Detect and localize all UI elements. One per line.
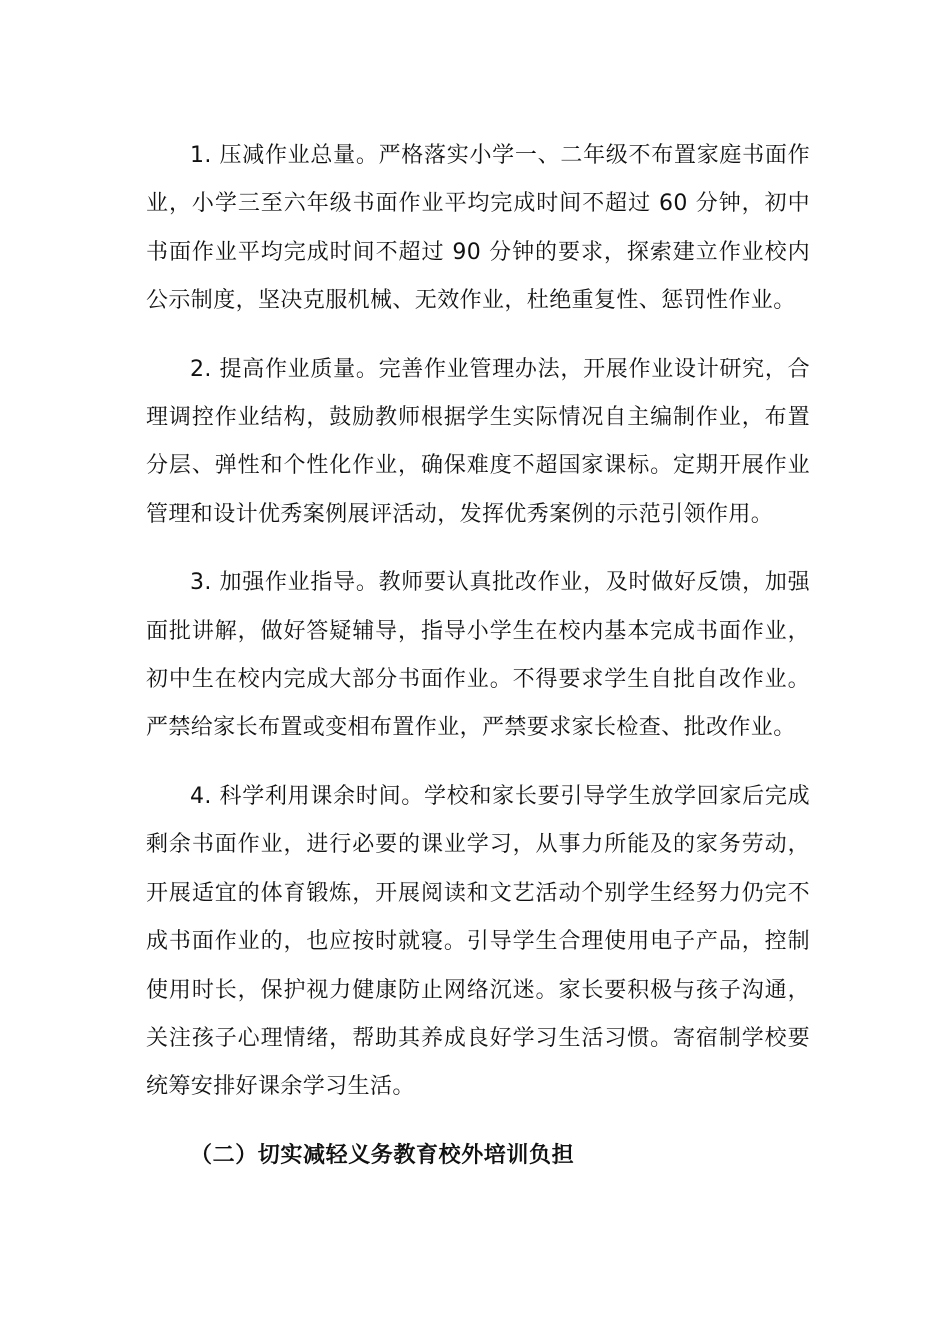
section-heading: （二）切实减轻义务教育校外培训负担: [190, 1142, 575, 1168]
document-body: [146, 132, 810, 1180]
paragraph-homework-guidance: 3. 加强作业指导。教师要认真批改作业，及时做好反馈，加强面批讲解，做好答疑辅导，指导小学生在校内基本完成书面作业，初中生在校内完成大部分书面作业。不得要求学生自批自改作业。严禁给家长布置或变相布置作业，严禁要求家长检查、批改作业。: [146, 570, 810, 741]
paragraph-improve-quality: 2. 提高作业质量。完善作业管理办法，开展作业设计研究，合理调控作业结构，鼓励教师根据学生实际情况自主编制作业，布置分层、弹性和个性化作业，确保难度不超国家课标。定期开展作业管理和设计优秀案例展评活动，发挥优秀案例的示范引领作用。: [146, 356, 810, 527]
paragraph-after-school-time: 4. 科学利用课余时间。学校和家长要引导学生放学回家后完成剩余书面作业，进行必要的课业学习，从事力所能及的家务劳动，开展适宜的体育锻炼，开展阅读和文艺活动个别学生经努力仍完不成书面作业的，也应按时就寝。引导学生合理使用电子产品，控制使用时长，保护视力健康防止网络沉迷。家长要积极与孩子沟通，关注孩子心理情绪，帮助其养成良好学习生活习惯。寄宿制学校要统筹安排好课余学习生活。: [146, 783, 810, 1100]
paragraph-reduce-homework: 1. 压减作业总量。严格落实小学一、二年级不布置家庭书面作业，小学三至六年级书面作业平均完成时间不超过 60 分钟，初中书面作业平均完成时间不超过 90 分钟的要求，探索建立作业校内公示制度，坚决克服机械、无效作业，杜绝重复性、惩罚性作业。: [146, 143, 810, 314]
